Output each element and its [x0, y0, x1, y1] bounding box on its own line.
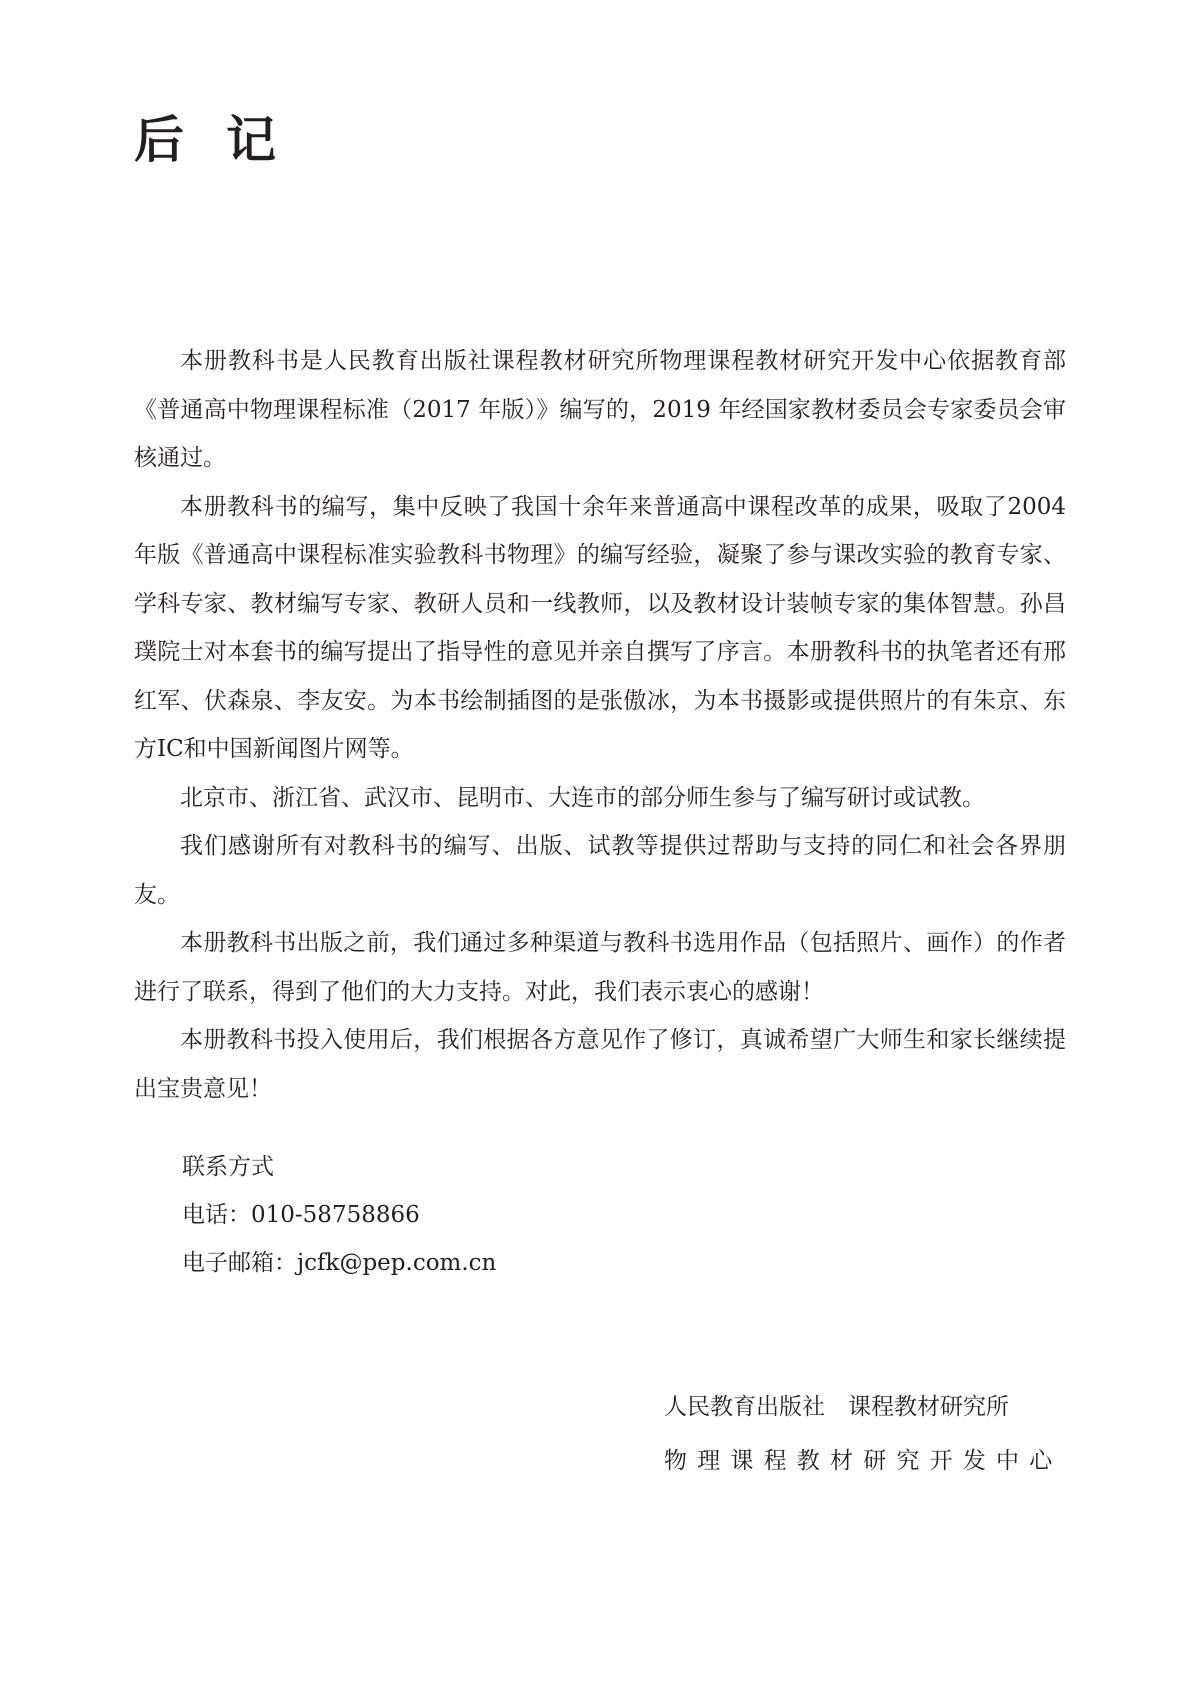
publisher-center: 物理课程教材研究开发中心	[664, 1448, 1063, 1474]
page-title: 后记	[134, 111, 318, 169]
publisher-signature	[664, 1380, 1062, 1488]
publisher-institute: 课程教材研究所	[848, 1394, 1009, 1420]
paragraph-2: 本册教科书的编写，集中反映了我国十余年来普通高中课程改革的成果，吸取了2004年版《普通高中课程标准实验教科书物理》的编写经验，凝聚了参与课改实验的教育专家、学科专家、教材编写专家、教研人员和一线教师，以及教材设计装帧专家的集体智慧。孙昌璞院士对本套书的编写提出了指导性的意见并亲自撰写了序言。本册教科书的执笔者还有邢红军、伏森泉、李友安。为本书绘制插图的是张傲冰，为本书摄影或提供照片的有朱京、东方IC和中国新闻图片网等。	[134, 493, 1066, 762]
paragraph-6: 本册教科书投入使用后，我们根据各方意见作了修订，真诚希望广大师生和家长继续提出宝贵意见！	[134, 1027, 1066, 1102]
paragraph-4: 我们感谢所有对教科书的编写、出版、试教等提供过帮助与支持的同仁和社会各界朋友。	[134, 833, 1066, 908]
paragraph-3: 北京市、浙江省、武汉市、昆明市、大连市的部分师生参与了编写研讨或试教。	[180, 784, 985, 811]
paragraph-5: 本册教科书出版之前，我们通过多种渠道与教科书选用作品（包括照片、画作）的作者进行了联系，得到了他们的大力支持。对此，我们表示衷心的感谢！	[134, 930, 1066, 1005]
contact-phone: 电话：010-58758866	[182, 1202, 420, 1228]
publisher-name: 人民教育出版社	[664, 1394, 825, 1420]
publisher-line-1	[664, 1380, 1062, 1434]
contact-info	[182, 1143, 496, 1287]
contact-email: 电子邮箱：jcfk@pep.com.cn	[182, 1250, 497, 1276]
paragraph-1: 本册教科书是人民教育出版社课程教材研究所物理课程教材研究开发中心依据教育部《普通高中物理课程标准（2017 年版）》编写的，2019 年经国家教材委员会专家委员会审核通过。	[134, 348, 1066, 471]
contact-heading: 联系方式	[182, 1154, 274, 1180]
afterword-body	[134, 337, 1066, 1113]
